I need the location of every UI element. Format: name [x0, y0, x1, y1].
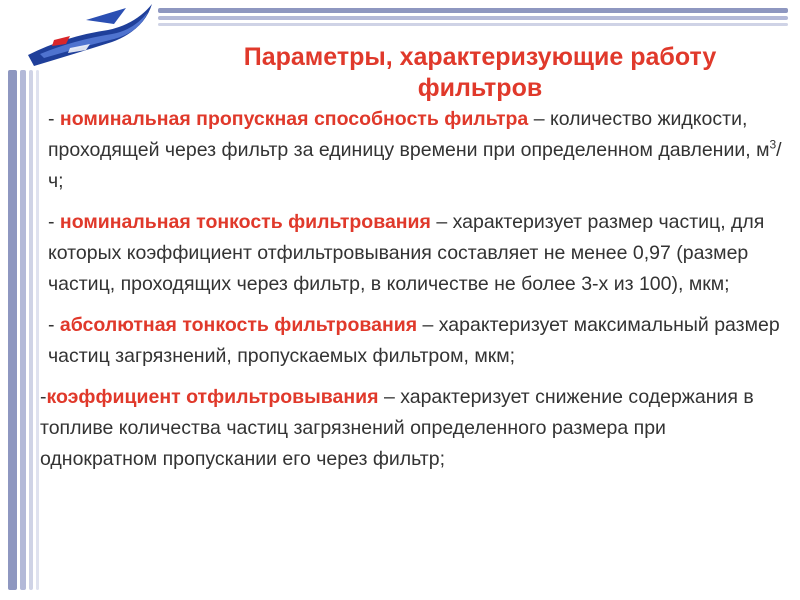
- logo-icon: [26, 0, 156, 72]
- top-decorative-bars: [158, 8, 788, 38]
- title-line-2: фильтров: [417, 74, 543, 102]
- paragraph-suffix: /ч;: [48, 139, 782, 192]
- top-bar: [158, 8, 788, 13]
- paragraph-prefix: -: [40, 386, 47, 408]
- left-bar: [20, 70, 26, 590]
- term-highlight: номинальная тонкость фильтрования: [59, 211, 431, 233]
- paragraph-text: – количество жидкости, проходящей через фильтр за единицу времени при определенном давлении, м: [48, 108, 770, 161]
- paragraph-prefix: -: [48, 211, 60, 233]
- top-bar: [158, 23, 788, 26]
- superscript: 3: [769, 137, 777, 152]
- paragraph-text: – характеризует размер частиц, для которых коэффициент отфильтровывания составляет не менее 0,97 (размер частиц, проходящих через фильтр, в количестве не более 3-х из 100), мкм;: [48, 211, 765, 295]
- paragraph-text: – характеризует максимальный размер частиц загрязнений, пропускаемых фильтром, мкм;: [48, 314, 780, 367]
- term-highlight: номинальная пропускная способность фильтра: [59, 108, 529, 130]
- paragraph-text: – характеризует снижение содержания в топливе количества частиц загрязнений определенного размера при однократном пропускании его через фильтр;: [40, 386, 754, 470]
- left-bar: [29, 70, 33, 590]
- paragraph-prefix: -: [48, 108, 60, 130]
- paragraph-nominal-fineness: [40, 207, 785, 300]
- slide-content: [40, 104, 785, 485]
- title-line-1: Параметры, характеризующие работу: [243, 43, 717, 71]
- paragraph-throughput: [40, 104, 785, 197]
- left-bar: [36, 70, 39, 590]
- slide-title: [210, 42, 750, 104]
- paragraph-prefix: -: [48, 314, 60, 336]
- top-bar: [158, 16, 788, 20]
- term-highlight: коэффициент отфильтровывания: [46, 386, 379, 408]
- paragraph-filtration-coefficient: [40, 382, 785, 475]
- paragraph-absolute-fineness: [40, 310, 785, 372]
- term-highlight: абсолютная тонкость фильтрования: [59, 314, 418, 336]
- left-bar: [8, 70, 17, 590]
